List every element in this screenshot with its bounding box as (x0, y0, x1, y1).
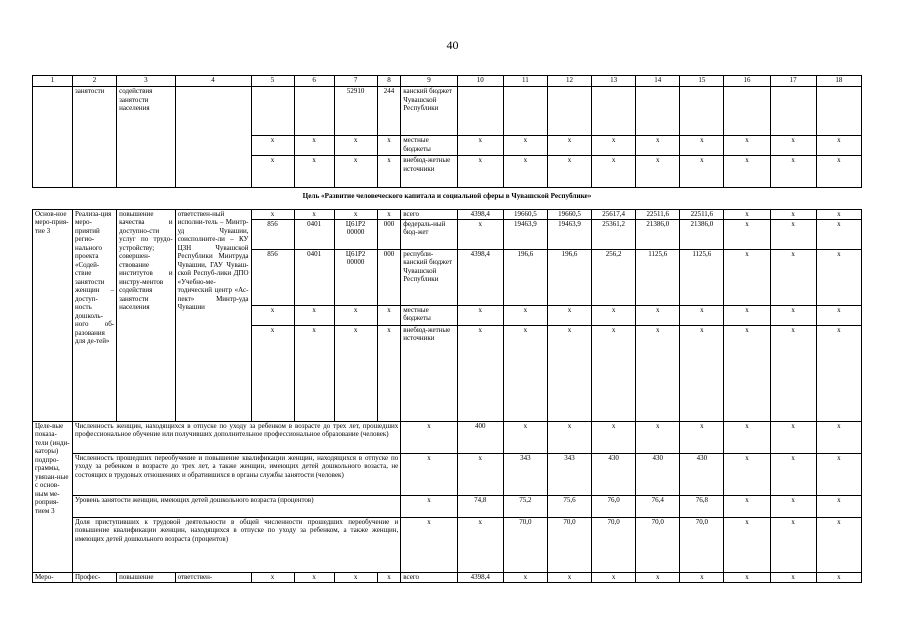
col-header: 1 (33, 76, 73, 87)
cell-value: x (592, 572, 636, 582)
cell-code: x (251, 156, 294, 188)
col-header: 13 (592, 76, 636, 87)
cell-value: x (724, 453, 770, 495)
cell-value: x (636, 305, 680, 325)
cell-value: x (816, 495, 861, 517)
cell-value: x (816, 219, 861, 249)
cell-code: x (334, 136, 377, 156)
cell-value: x (503, 421, 547, 453)
indicator-text: Доля приступивших к трудовой деятельности в общей численности прошедших переобучение и повышение квалификации женщин, находящихся в отпуске по уходу за ребенком, а также женщин, имеющих детей дошкольного возраста (процентов) (73, 517, 401, 572)
cell-value: x (592, 156, 636, 188)
cell-value: x (680, 136, 724, 156)
cell-code: x (377, 305, 401, 325)
cell-value: 76,8 (680, 495, 724, 517)
cell-value: 70,0 (547, 517, 591, 572)
cell-value: 19660,5 (547, 209, 591, 219)
cell-code: 0401 (294, 219, 334, 249)
cell-value: x (724, 495, 770, 517)
col-header: 6 (294, 76, 334, 87)
cell-value: x (816, 156, 861, 188)
activity-label: Основ-ное меро-прия-тие 3 (33, 209, 73, 421)
cell-code: x (377, 209, 401, 219)
cell-value: x (503, 305, 547, 325)
cell-value: x (770, 325, 816, 421)
cell-value: x (724, 249, 770, 305)
cell-value: 25361,2 (592, 219, 636, 249)
cell-code: x (251, 136, 294, 156)
cell-value: 75,2 (503, 495, 547, 517)
cell-value: x (592, 136, 636, 156)
cell-source: внебюд-жетные источники (401, 156, 457, 188)
cell-value: x (457, 305, 503, 325)
cell-value: x (816, 453, 861, 495)
cell-code: x (251, 305, 294, 325)
cell-value: x (770, 495, 816, 517)
table-row (33, 87, 862, 136)
indicator-text: Уровень занятости женщин, имеющих детей дошкольного возраста (процентов) (73, 495, 401, 517)
cell-source: местные бюджеты (401, 305, 457, 325)
cell-value: 196,6 (547, 249, 591, 305)
cell-source: канский бюджет Чувашской Республики (401, 87, 457, 136)
cell-value: x (680, 421, 724, 453)
cell-value: 430 (636, 453, 680, 495)
cell-value: x (503, 572, 547, 582)
indicator-text: Численность прошедших переобучение и повышение квалификации женщин, находящихся в отпуске по уходу за ребенком в возрасте до трех лет, а также женщин, имеющих детей дошкольного возаста, не состоящих в трудовых отношениях и обратившихся в органы службы занятости (человек) (73, 453, 401, 495)
cell-value: x (724, 572, 770, 582)
cell-value: 70,0 (680, 517, 724, 572)
cell-value: 1125,6 (636, 249, 680, 305)
program-table (32, 75, 862, 583)
cell-value: 21386,0 (636, 219, 680, 249)
cell-value: x (457, 453, 503, 495)
cell-value: 1125,6 (680, 249, 724, 305)
cell-value: 343 (547, 453, 591, 495)
cell-value: x (503, 325, 547, 421)
cell-value: 343 (503, 453, 547, 495)
cell-source: местные бюджеты (401, 136, 457, 156)
cell-value: x (770, 421, 816, 453)
cell-value: x (724, 517, 770, 572)
col-header: 8 (377, 76, 401, 87)
cell-text: Меро- (33, 572, 73, 582)
cell-value: x (770, 209, 816, 219)
cell-value: x (547, 421, 591, 453)
cell-value: 19660,5 (503, 209, 547, 219)
cell-value: 4398,4 (457, 209, 503, 219)
cell-value: x (770, 572, 816, 582)
cell-text: Профес- (73, 572, 117, 582)
activity-goal: повышение качества и доступно-сти услуг по трудо-устройству; совершен-ствование институтов и инстру-ментов содействия занятости населения (117, 209, 175, 421)
cell-code: 000 (377, 219, 401, 249)
cell-code: 856 (251, 219, 294, 249)
cell-code: x (334, 325, 377, 421)
cell-text: содействия занятости населения (117, 87, 175, 188)
table-row (33, 421, 862, 453)
cell-code: x (377, 136, 401, 156)
cell-value: x (724, 209, 770, 219)
col-header: 4 (175, 76, 251, 87)
cell-value: 21386,0 (680, 219, 724, 249)
cell-value: 430 (592, 453, 636, 495)
col-header: 3 (117, 76, 175, 87)
cell-code: x (294, 136, 334, 156)
goal-row (33, 188, 862, 210)
cell-source: республи-канский бюджет Чувашской Республики (401, 249, 457, 305)
cell-value: x (770, 517, 816, 572)
cell-value: x (401, 453, 457, 495)
cell-value: 75,6 (547, 495, 591, 517)
cell-code: Ц61Р2 00000 (334, 219, 377, 249)
col-header: 11 (503, 76, 547, 87)
cell-code: x (294, 305, 334, 325)
cell-code: x (251, 209, 294, 219)
goal-heading: Цель «Развитие человеческого капитала и социальной сферы в Чувашской Республике» (33, 188, 862, 210)
cell-value: x (636, 156, 680, 188)
cell-code: x (294, 209, 334, 219)
col-header: 17 (770, 76, 816, 87)
cell-code: x (377, 156, 401, 188)
cell-value: x (457, 219, 503, 249)
cell-value: x (816, 572, 861, 582)
cell-value: x (592, 421, 636, 453)
table-row (33, 209, 862, 219)
cell-text: занятости (73, 87, 117, 188)
cell-value: 430 (680, 453, 724, 495)
cell-value: 22511,6 (636, 209, 680, 219)
cell-value: x (816, 136, 861, 156)
cell-value: x (816, 421, 861, 453)
col-header: 14 (636, 76, 680, 87)
cell-code: 244 (377, 87, 401, 136)
cell-value: x (724, 156, 770, 188)
cell-code: x (377, 572, 401, 582)
col-header: 9 (401, 76, 457, 87)
cell-value: x (724, 136, 770, 156)
page-number: 40 (446, 38, 459, 52)
cell-value: 22511,6 (680, 209, 724, 219)
cell-value: x (724, 219, 770, 249)
cell-value: x (547, 305, 591, 325)
cell-code: x (294, 325, 334, 421)
cell-code: x (334, 209, 377, 219)
cell-code: 0401 (294, 249, 334, 305)
cell-code: x (334, 156, 377, 188)
cell-value: x (816, 209, 861, 219)
col-header: 12 (547, 76, 591, 87)
indicator-text: Численность женщин, находящихся в отпуске по уходу за ребенком в возрасте до трех лет, прошедших профессиональное обучение или получивших дополнительное профессиональное образование (человек) (73, 421, 401, 453)
cell-value: x (680, 305, 724, 325)
cell-value: x (724, 305, 770, 325)
cell-value: x (680, 572, 724, 582)
cell-value: x (770, 219, 816, 249)
cell-value: 4398,4 (457, 249, 503, 305)
cell-code: x (251, 572, 294, 582)
cell-value: 70,0 (592, 517, 636, 572)
targets-label: Целе-вые показа-тели (инди-каторы) подпро-граммы, увязан-ные с основ-ным ме-роприя-тием 3 (33, 421, 73, 572)
cell-value: x (680, 325, 724, 421)
col-header: 15 (680, 76, 724, 87)
col-header: 2 (73, 76, 117, 87)
cell-value: x (770, 305, 816, 325)
cell-value: x (457, 136, 503, 156)
col-header: 16 (724, 76, 770, 87)
cell-value: x (503, 156, 547, 188)
cell-value: x (770, 156, 816, 188)
cell-code: x (334, 305, 377, 325)
cell-value: 70,0 (503, 517, 547, 572)
activity-responsible: ответствен-ный исполни-тель – Минтр-уд Чувашии, соисполните-ли – КУ ЦЗН Чувашской Республики Минтруда Чувашии, ГАУ Чуваш-ской Респуб-лики ДПО «Учебно-ме-тодический центр «Ас-пект» Минтр-уда Чувашии (175, 209, 251, 421)
cell-value: x (547, 156, 591, 188)
table-row (33, 453, 862, 495)
cell-value: x (547, 136, 591, 156)
cell-value: x (816, 517, 861, 572)
cell-value: 256,2 (592, 249, 636, 305)
cell-value: x (503, 136, 547, 156)
cell-value: x (816, 325, 861, 421)
table-row (33, 572, 862, 582)
cell-value: 19463,9 (547, 219, 591, 249)
cell-code: 52910 (334, 87, 377, 136)
activity-name: Реализа-ция меро-приятий регио-нального проекта «Содей-ствие занятости женщин – доступ-ность дошколь-ного об-разования для де-тей» (73, 209, 117, 421)
cell-value: x (401, 517, 457, 572)
cell-value: x (401, 421, 457, 453)
col-header: 18 (816, 76, 861, 87)
cell-value: x (816, 305, 861, 325)
cell-value: 25617,4 (592, 209, 636, 219)
cell-value: x (770, 453, 816, 495)
cell-value: 70,0 (636, 517, 680, 572)
cell-value: x (636, 421, 680, 453)
cell-value: 400 (457, 421, 503, 453)
cell-code: x (251, 325, 294, 421)
header-row (33, 76, 862, 87)
cell-value: x (680, 156, 724, 188)
cell-code: x (334, 572, 377, 582)
cell-code: x (377, 325, 401, 421)
cell-value: x (724, 325, 770, 421)
cell-source: федераль-ный бюд-жет (401, 219, 457, 249)
col-header: 5 (251, 76, 294, 87)
cell-source: всего (401, 572, 457, 582)
cell-source: всего (401, 209, 457, 219)
cell-value: x (547, 325, 591, 421)
cell-code: 856 (251, 249, 294, 305)
cell-code: Ц61Р2 00000 (334, 249, 377, 305)
cell-value: 19463,9 (503, 219, 547, 249)
table-row (33, 495, 862, 517)
cell-text: повышение (117, 572, 175, 582)
col-header: 10 (457, 76, 503, 87)
cell-value: x (547, 572, 591, 582)
cell-value: x (401, 495, 457, 517)
cell-code: x (294, 572, 334, 582)
cell-value: x (457, 325, 503, 421)
cell-value: 196,6 (503, 249, 547, 305)
cell-value: x (457, 156, 503, 188)
cell-value: x (457, 517, 503, 572)
cell-value: x (636, 572, 680, 582)
cell-value: x (592, 325, 636, 421)
cell-value: 76,0 (592, 495, 636, 517)
cell-code: 000 (377, 249, 401, 305)
cell-value: 74,8 (457, 495, 503, 517)
cell-value: 76,4 (636, 495, 680, 517)
cell-value: 4398,4 (457, 572, 503, 582)
cell-value: x (770, 136, 816, 156)
cell-value: x (592, 305, 636, 325)
table-row (33, 517, 862, 572)
cell-value: x (816, 249, 861, 305)
cell-source: внебюд-жетные источники (401, 325, 457, 421)
cell-text: ответствен- (175, 572, 251, 582)
cell-value: x (636, 325, 680, 421)
cell-value: x (770, 249, 816, 305)
col-header: 7 (334, 76, 377, 87)
cell-value: x (636, 136, 680, 156)
cell-code: x (294, 156, 334, 188)
cell-value: x (724, 421, 770, 453)
